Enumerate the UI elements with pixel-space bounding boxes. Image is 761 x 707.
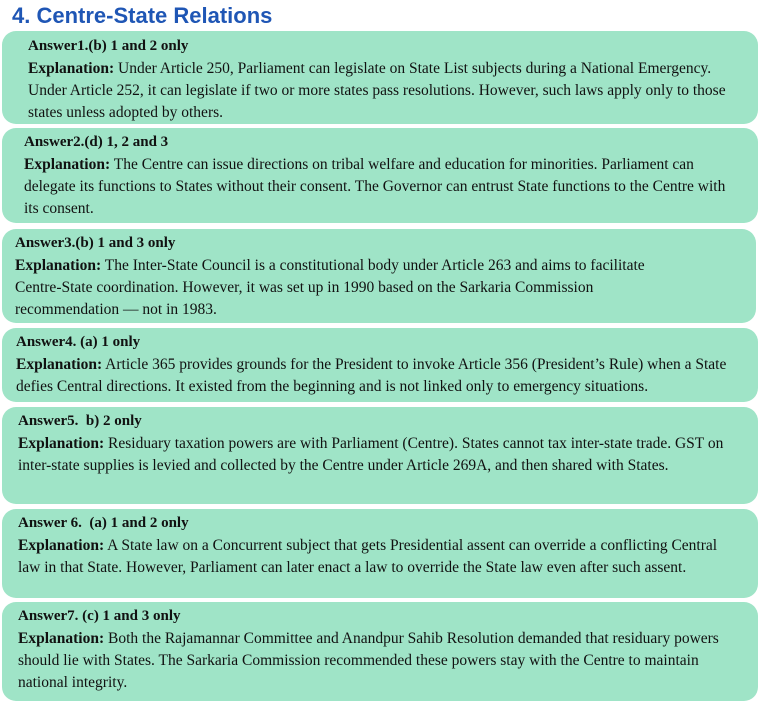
answer-heading: Answer7. (c) 1 and 3 only xyxy=(18,608,181,624)
explanation-body: A State law on a Concurrent subject that gets Presidential assent can override a conflicting Central law in that State. However, Parliament can later enact a law to override the State law even after such assent. xyxy=(18,537,718,576)
explanation-text xyxy=(24,154,742,220)
explanation-label: Explanation: xyxy=(18,630,105,647)
explanation-label: Explanation: xyxy=(28,60,115,77)
explanation-label: Explanation: xyxy=(24,156,111,173)
answer-card-7 xyxy=(2,602,758,701)
answer-heading: Answer4. (a) 1 only xyxy=(16,334,141,350)
explanation-label: Explanation: xyxy=(16,356,103,373)
answer-card-4 xyxy=(2,328,758,402)
explanation-body: The Centre can issue directions on tribal welfare and education for minorities. Parliament can delegate its functions to States without their consent. The Governor can entrust State functions to the Centre with its consent. xyxy=(24,156,726,217)
answer-heading: Answer 6. (a) 1 and 2 only xyxy=(18,515,189,531)
answer-card-5 xyxy=(2,407,758,504)
answer-heading: Answer1.(b) 1 and 2 only xyxy=(28,38,189,54)
explanation-label: Explanation: xyxy=(18,537,105,554)
explanation-body: Residuary taxation powers are with Parliament (Centre). States cannot tax inter-state trade. GST on inter-state supplies is levied and collected by the Centre under Article 269A, and then shared with States. xyxy=(18,435,724,474)
answer-heading: Answer2.(d) 1, 2 and 3 xyxy=(24,134,169,150)
explanation-text xyxy=(28,58,738,124)
explanation-text xyxy=(18,535,742,579)
explanation-text xyxy=(18,433,742,477)
explanation-text xyxy=(15,255,666,321)
page-title: 4. Centre-State Relations xyxy=(12,3,273,28)
explanation-text xyxy=(16,354,742,398)
explanation-text xyxy=(18,628,742,694)
explanation-label: Explanation: xyxy=(15,257,102,274)
answer-card-1 xyxy=(2,31,758,124)
explanation-body: Under Article 250, Parliament can legislate on State List subjects during a National Emergency. Under Article 252, it can legislate if two or more states pass resolutions. However, such laws apply only to those states unless adopted by others. xyxy=(28,60,726,121)
explanation-body: The Inter-State Council is a constitutional body under Article 263 and aims to facilitate Centre-State coordination. However, it was set up in 1990 based on the Sarkaria Commission recommendation — not in 1983. xyxy=(15,257,645,318)
explanation-label: Explanation: xyxy=(18,435,105,452)
answer-card-3 xyxy=(2,229,756,323)
answer-heading: Answer3.(b) 1 and 3 only xyxy=(15,235,176,251)
answer-card-6 xyxy=(2,509,758,598)
explanation-body: Article 365 provides grounds for the President to invoke Article 356 (President’s Rule) when a State defies Central directions. It existed from the beginning and is not linked only to emergency situations. xyxy=(16,356,727,395)
answer-heading: Answer5. b) 2 only xyxy=(18,413,142,429)
explanation-body: Both the Rajamannar Committee and Anandpur Sahib Resolution demanded that residuary powers should lie with States. The Sarkaria Commission recommended these powers stay with the Centre to maintain national integrity. xyxy=(18,630,719,691)
answer-card-2 xyxy=(2,128,758,223)
